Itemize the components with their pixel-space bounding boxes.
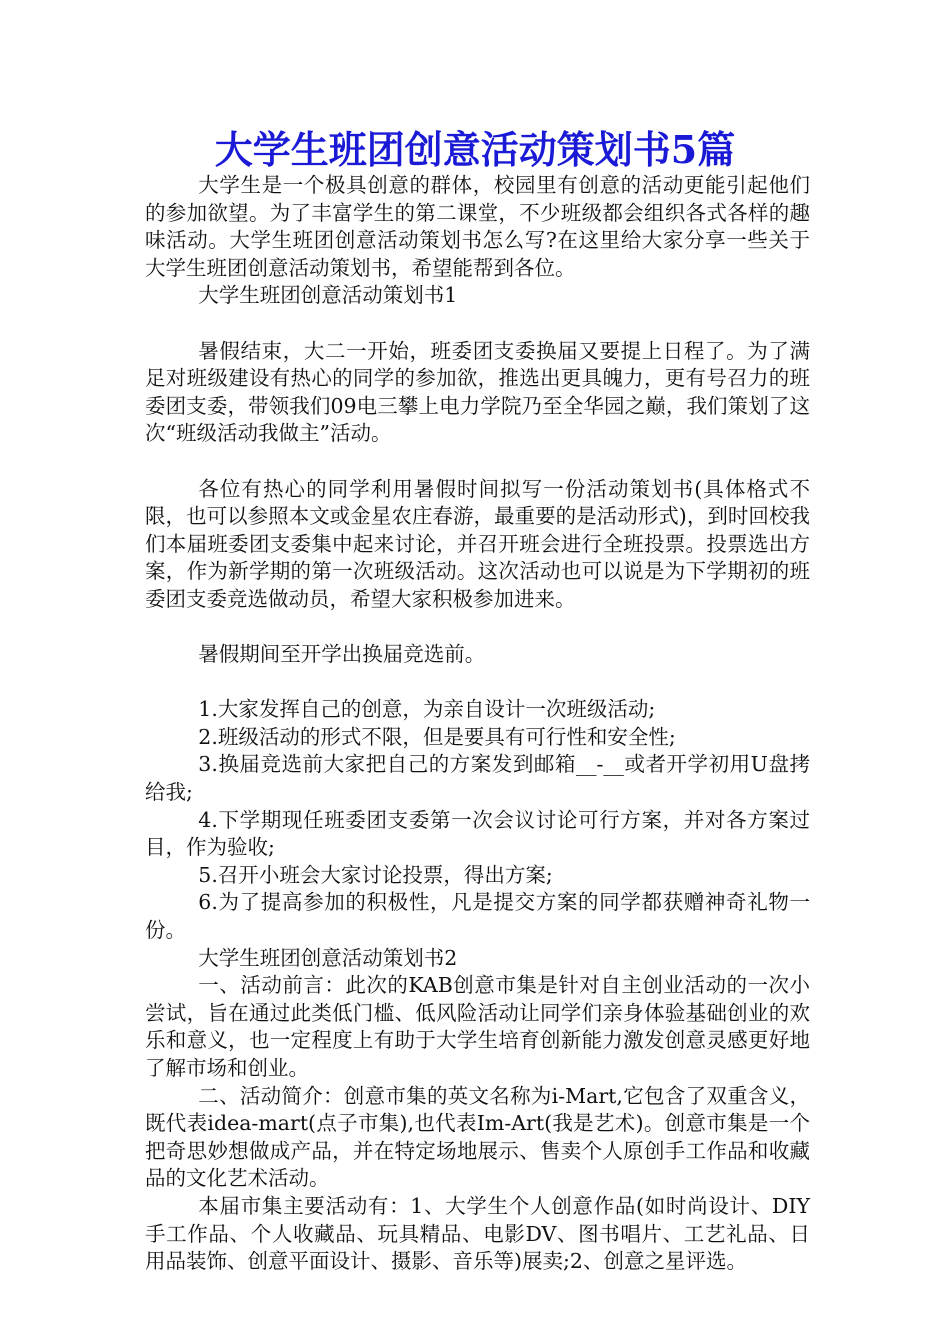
section-heading-1: 大学生班团创意活动策划书1 — [198, 283, 458, 308]
paragraph: 暑假结束，大二一开始，班委团支委换届又要提上日程了。为了满足对班级建设有热心的同学的参加欲，推选出更具魄力，更有号召力的班委团支委，带领我们09电三攀上电力学院乃至全华园之巅，我们策划了这次“班级活动我做主”活动。 — [145, 338, 810, 446]
list-item: 2.班级活动的形式不限，但是要具有可行性和安全性; — [198, 724, 676, 749]
intro-paragraph: 大学生是一个极具创意的群体，校园里有创意的活动更能引起他们的参加欲望。为了丰富学生的第二课堂，不少班级都会组织各式各样的趣味活动。大学生班团创意活动策划书怎么写?在这里给大家分享一些关于大学生班团创意活动策划书，希望能帮到各位。 — [145, 173, 810, 280]
list-item: 1.大家发挥自己的创意，为亲自设计一次班级活动; — [198, 697, 656, 722]
paragraph: 一、活动前言：此次的KAB创意市集是针对自主创业活动的一次小尝试，旨在通过此类低门槛、低风险活动让同学们亲身体验基础创业的欢乐和意义，也一定程度上有助于大学生培育创新能力激发创意灵感更好地了解市场和创业。 — [145, 973, 810, 1080]
blank-line — [145, 448, 810, 476]
paragraph: 各位有热心的同学利用暑假时间拟写一份活动策划书(具体格式不限，也可以参照本文或金星农庄春游，最重要的是活动形式)，到时回校我们本届班委团支委集中起来讨论，并召开班会进行全班投票。投票选出方案，作为新学期的第一次班级活动。这次活动也可以说是为下学期初的班委团支委竞选做动员，希望大家积极参加进来。 — [145, 476, 810, 611]
list-item: 5.召开小班会大家讨论投票，得出方案; — [198, 862, 553, 887]
paragraph: 暑假期间至开学出换届竞选前。 — [198, 642, 486, 667]
section-heading-2: 大学生班团创意活动策划书2 — [198, 945, 458, 970]
list-item: 6.为了提高参加的积极性，凡是提交方案的同学都获赠神奇礼物一份。 — [145, 890, 810, 943]
paragraph: 本届市集主要活动有：1、大学生个人创意作品(如时尚设计、DIY手工作品、个人收藏品、玩具精品、电影DV、图书唱片、工艺礼品、日用品装饰、创意平面设计、摄影、音乐等)展卖;2、创意之星评选。 — [145, 1193, 810, 1274]
list-item: 4.下学期现任班委团支委第一次会议讨论可行方案，并对各方案过目，作为验收; — [145, 807, 810, 860]
list-item: 3.换届竞选前大家把自己的方案发到邮箱__-__或者开学初用U盘拷给我; — [145, 752, 810, 805]
paragraph: 二、活动简介：创意市集的英文名称为i-Mart,它包含了双重含义，既代表idea-mart(点子市集),也代表Im-Art(我是艺术)。创意市集是一个把奇思妙想做成产品，并在特定场地展示、售卖个人原创手工作品和收藏品的文化艺术活动。 — [145, 1083, 810, 1191]
blank-line — [145, 669, 810, 697]
blank-line — [145, 614, 810, 642]
document-title: 大学生班团创意活动策划书5篇 — [214, 127, 736, 172]
blank-line — [145, 310, 810, 338]
document-body — [145, 172, 810, 1276]
